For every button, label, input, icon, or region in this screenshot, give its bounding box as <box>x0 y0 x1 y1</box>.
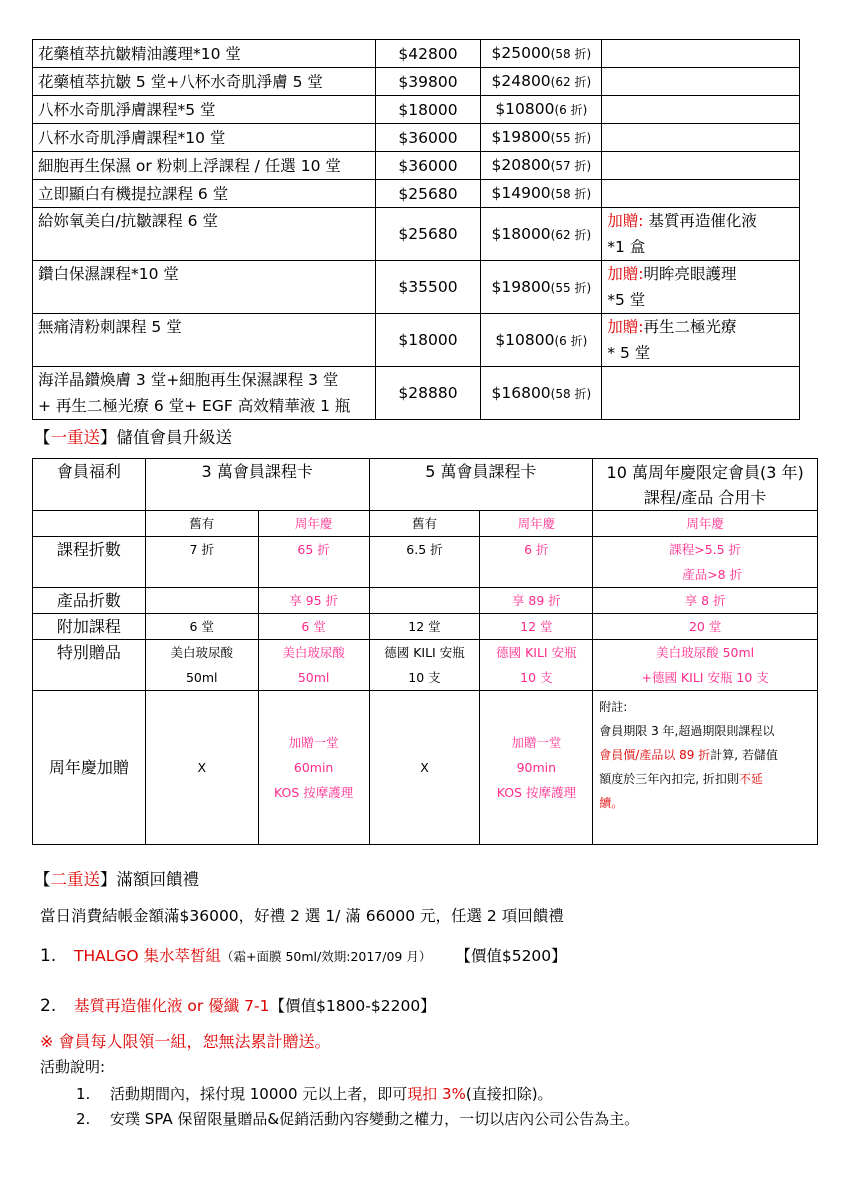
empty-cell <box>369 588 480 614</box>
note-highlight: 會員價/產品以 89 折 <box>599 748 711 762</box>
table-row <box>33 691 818 845</box>
rule-number: 2. <box>76 1110 91 1128</box>
gift-text: 明眸亮眼護理 <box>643 265 737 283</box>
extra-100: 20 堂 <box>593 614 818 640</box>
gift-quantity: *5 堂 <box>607 291 646 309</box>
note-highlight: 不延 <box>738 772 763 786</box>
original-price: $18000 <box>375 314 481 367</box>
gift-text: 基質再造催化液 <box>643 212 757 230</box>
anniv-30-new <box>258 691 369 845</box>
rule-number: 1. <box>76 1085 91 1103</box>
row-label-anniv: 周年慶加贈 <box>33 691 146 845</box>
row-label-course: 課程折數 <box>33 537 146 588</box>
note-line3: 額度於三年內扣完, 折扣則 <box>599 772 739 786</box>
discount: (58 折) <box>550 47 592 61</box>
gift-50-old <box>369 640 480 691</box>
section-title: 滿額回饋禮 <box>116 870 199 889</box>
gift-cell <box>602 124 800 152</box>
bonus-50-line2: 90min <box>516 760 557 775</box>
row-label-product: 產品折數 <box>33 588 146 614</box>
discount: (6 折) <box>554 333 588 348</box>
course-name-line2: + 再生二極光療 6 堂+ EGF 高效精華液 1 瓶 <box>38 397 351 415</box>
gift-50-old-line2: 10 支 <box>408 670 441 685</box>
rule-item-2 <box>76 1108 639 1129</box>
course-name-line1: 海洋晶鑽煥膚 3 堂+細胞再生保濕課程 3 堂 <box>38 371 339 389</box>
gift-number: 1. <box>40 946 57 966</box>
gift-cell <box>602 261 800 314</box>
gift-50-new <box>480 640 593 691</box>
course-30-old: 7 折 <box>145 537 258 588</box>
gift-30-old <box>145 640 258 691</box>
table-row <box>33 614 818 640</box>
table-row <box>33 537 818 588</box>
discount: (62 折) <box>550 75 592 89</box>
original-price: $25680 <box>375 208 481 261</box>
gift-cell <box>602 367 800 420</box>
table-row <box>33 180 800 208</box>
bracket-close: 】 <box>100 428 117 447</box>
bonus-30-line2: 60min <box>293 760 334 775</box>
product-30-new: 享 95 折 <box>258 588 369 614</box>
gift-item-2 <box>40 994 436 1016</box>
rule-text: 活動期間內，採付現 10000 元以上者，即可 <box>110 1085 408 1103</box>
gift-cell <box>602 68 800 96</box>
course-100-line1: 課程>5.5 折 <box>669 542 742 557</box>
gift-cell <box>602 40 800 68</box>
table-row <box>33 68 800 96</box>
section-title: 儲值會員升級送 <box>116 428 232 447</box>
course-name: 無痛清粉刺課程 5 堂 <box>33 314 376 367</box>
course-name <box>33 367 376 420</box>
section-tag: 一重送 <box>50 428 100 447</box>
gift-name: 基質再造催化液 or 優纖 7-1 <box>74 997 270 1015</box>
discount: (55 折) <box>550 131 592 145</box>
member-limit-warning: ※ 會員每人限領一組，恕無法累計贈送。 <box>40 1032 331 1051</box>
gift-50-new-line1: 德國 KILI 安瓶 <box>496 645 577 660</box>
extra-30-old: 6 堂 <box>145 614 258 640</box>
original-price: $35500 <box>375 261 481 314</box>
gift-quantity: * 5 堂 <box>607 344 651 362</box>
note-line4: 續。 <box>599 796 624 810</box>
gift-name: THALGO 集水萃皙組 <box>74 947 222 965</box>
empty-cell <box>33 511 146 537</box>
member-note <box>593 691 818 845</box>
header-100k-line2: 課程/產品 合用卡 <box>643 487 767 507</box>
header-50k-card: 5 萬會員課程卡 <box>369 459 593 511</box>
bracket-open: 【 <box>34 428 51 447</box>
table-row <box>33 459 818 511</box>
bracket-open: 【 <box>34 870 51 889</box>
discount: (55 折) <box>550 280 592 295</box>
gift-30-new <box>258 640 369 691</box>
extra-30-new: 6 堂 <box>258 614 369 640</box>
course-name: 給妳氧美白/抗皺課程 6 堂 <box>33 208 376 261</box>
col-old: 舊有 <box>369 511 480 537</box>
extra-50-new: 12 堂 <box>480 614 593 640</box>
bonus-50-line3: KOS 按摩護理 <box>496 785 576 800</box>
rule-item-1 <box>76 1083 553 1104</box>
course-name: 鑽白保濕課程*10 堂 <box>33 261 376 314</box>
bonus-30-line1: 加贈一堂 <box>288 735 339 750</box>
gift-cell <box>602 208 800 261</box>
course-name: 八杯水奇肌淨膚課程*5 堂 <box>33 96 376 124</box>
gift-30-new-line2: 50ml <box>297 670 330 685</box>
original-price: $39800 <box>375 68 481 96</box>
sale-price-cell <box>481 314 602 367</box>
course-50-new: 6 折 <box>480 537 593 588</box>
product-50-new: 享 89 折 <box>480 588 593 614</box>
section-heading-2 <box>34 866 199 890</box>
gift-item-1 <box>40 944 567 966</box>
row-label-extra: 附加課程 <box>33 614 146 640</box>
gift-number: 2. <box>40 996 57 1016</box>
product-100: 享 8 折 <box>593 588 818 614</box>
section-heading-1 <box>34 424 232 448</box>
sale-price: $20800 <box>491 156 551 174</box>
gift-label: 加贈: <box>607 212 644 230</box>
gift-100-line2: +德國 KILI 安瓶 10 支 <box>641 670 769 685</box>
discount: (58 折) <box>550 386 592 401</box>
sale-price: $18000 <box>491 224 551 243</box>
sale-price-cell <box>481 152 602 180</box>
gift-value: 【價值$1800-$2200】 <box>269 997 436 1015</box>
table-row <box>33 588 818 614</box>
discount: (57 折) <box>550 159 592 173</box>
table-row <box>33 511 818 537</box>
col-old: 舊有 <box>145 511 258 537</box>
table-row <box>33 40 800 68</box>
course-30-new: 65 折 <box>258 537 369 588</box>
gift-50-old-line1: 德國 KILI 安瓶 <box>384 645 465 660</box>
original-price: $18000 <box>375 96 481 124</box>
extra-50-old: 12 堂 <box>369 614 480 640</box>
membership-table <box>32 458 818 845</box>
bonus-50-line1: 加贈一堂 <box>511 735 562 750</box>
anniv-50-new <box>480 691 593 845</box>
sale-price: $16800 <box>491 383 551 402</box>
sale-price: $19800 <box>491 277 551 296</box>
spend-rule: 當日消費結帳金額滿$36000，好禮 2 選 1/ 滿 66000 元，任選 2 項回饋禮 <box>40 907 564 925</box>
gift-30-old-line2: 50ml <box>185 670 218 685</box>
note-line2: 計算, 若儲值 <box>710 748 778 762</box>
gift-label: 加贈: <box>607 318 644 336</box>
table-row <box>33 152 800 180</box>
sale-price-cell <box>481 208 602 261</box>
course-100-line2: 產品>8 折 <box>682 567 743 582</box>
course-100 <box>593 537 818 588</box>
gift-cell <box>602 314 800 367</box>
col-anniv: 周年慶 <box>593 511 818 537</box>
sale-price-cell <box>481 40 602 68</box>
gift-30-old-line1: 美白玻尿酸 <box>170 645 234 660</box>
original-price: $36000 <box>375 152 481 180</box>
sale-price-cell <box>481 180 602 208</box>
table-row <box>33 314 800 367</box>
section-tag: 二重送 <box>50 870 100 889</box>
discount: (62 折) <box>550 227 592 242</box>
sale-price: $10800 <box>495 330 555 349</box>
course-name: 細胞再生保濕 or 粉刺上浮課程 / 任選 10 堂 <box>33 152 376 180</box>
empty-cell <box>145 588 258 614</box>
course-price-table <box>32 39 800 420</box>
gift-text: 再生二極光療 <box>643 318 737 336</box>
note-line1: 會員期限 3 年,超過期限則課程以 <box>599 724 775 738</box>
sale-price: $24800 <box>491 72 551 90</box>
gift-100 <box>593 640 818 691</box>
gift-cell <box>602 96 800 124</box>
original-price: $36000 <box>375 124 481 152</box>
sale-price: $10800 <box>495 100 555 118</box>
sale-price: $25000 <box>491 44 551 62</box>
sale-price: $19800 <box>491 128 551 146</box>
gift-value: 【價值$5200】 <box>455 947 567 965</box>
anniv-50-old: X <box>369 691 480 845</box>
header-30k-card: 3 萬會員課程卡 <box>145 459 369 511</box>
row-label-gift: 特別贈品 <box>33 640 146 691</box>
course-name: 八杯水奇肌淨膚課程*10 堂 <box>33 124 376 152</box>
gift-quantity: *1 盒 <box>607 238 646 256</box>
header-100k-line1: 10 萬周年慶限定會員(3 年) <box>606 462 804 482</box>
sale-price: $14900 <box>491 184 551 202</box>
gift-cell <box>602 152 800 180</box>
col-anniv: 周年慶 <box>258 511 369 537</box>
anniv-30-old: X <box>145 691 258 845</box>
discount: (58 折) <box>550 187 592 201</box>
gift-cell <box>602 180 800 208</box>
bracket-close: 】 <box>100 870 117 889</box>
gift-30-new-line1: 美白玻尿酸 <box>282 645 345 660</box>
original-price: $42800 <box>375 40 481 68</box>
sale-price-cell <box>481 68 602 96</box>
gift-detail: （霜+面膜 50ml/效期:2017/09 月） <box>221 949 432 964</box>
sale-price-cell <box>481 367 602 420</box>
col-anniv: 周年慶 <box>480 511 593 537</box>
table-row <box>33 124 800 152</box>
original-price: $28880 <box>375 367 481 420</box>
note-title: 附註: <box>599 700 628 714</box>
sale-price-cell <box>481 261 602 314</box>
rules-title: 活動說明: <box>40 1058 106 1076</box>
rule-text-end: (直接扣除)。 <box>465 1085 553 1103</box>
course-50-old: 6.5 折 <box>369 537 480 588</box>
header-100k-card <box>593 459 818 511</box>
discount: (6 折) <box>554 103 588 117</box>
course-name: 花藥植萃抗皺 5 堂+八杯水奇肌淨膚 5 堂 <box>33 68 376 96</box>
original-price: $25680 <box>375 180 481 208</box>
rule-text: 安璞 SPA 保留限量贈品&促銷活動內容變動之權力，一切以店內公司公告為主。 <box>110 1110 640 1128</box>
table-row <box>33 261 800 314</box>
sale-price-cell <box>481 124 602 152</box>
table-row <box>33 640 818 691</box>
header-benefit: 會員福利 <box>33 459 146 511</box>
gift-50-new-line2: 10 支 <box>520 670 553 685</box>
gift-100-line1: 美白玻尿酸 50ml <box>656 645 755 660</box>
table-row <box>33 367 800 420</box>
rule-highlight: 現扣 3% <box>407 1085 466 1103</box>
course-name: 立即顯白有機提拉課程 6 堂 <box>33 180 376 208</box>
table-row <box>33 96 800 124</box>
table-row <box>33 208 800 261</box>
gift-label: 加贈: <box>607 265 644 283</box>
sale-price-cell <box>481 96 602 124</box>
bonus-30-line3: KOS 按摩護理 <box>273 785 354 800</box>
course-name: 花藥植萃抗皺精油護理*10 堂 <box>33 40 376 68</box>
